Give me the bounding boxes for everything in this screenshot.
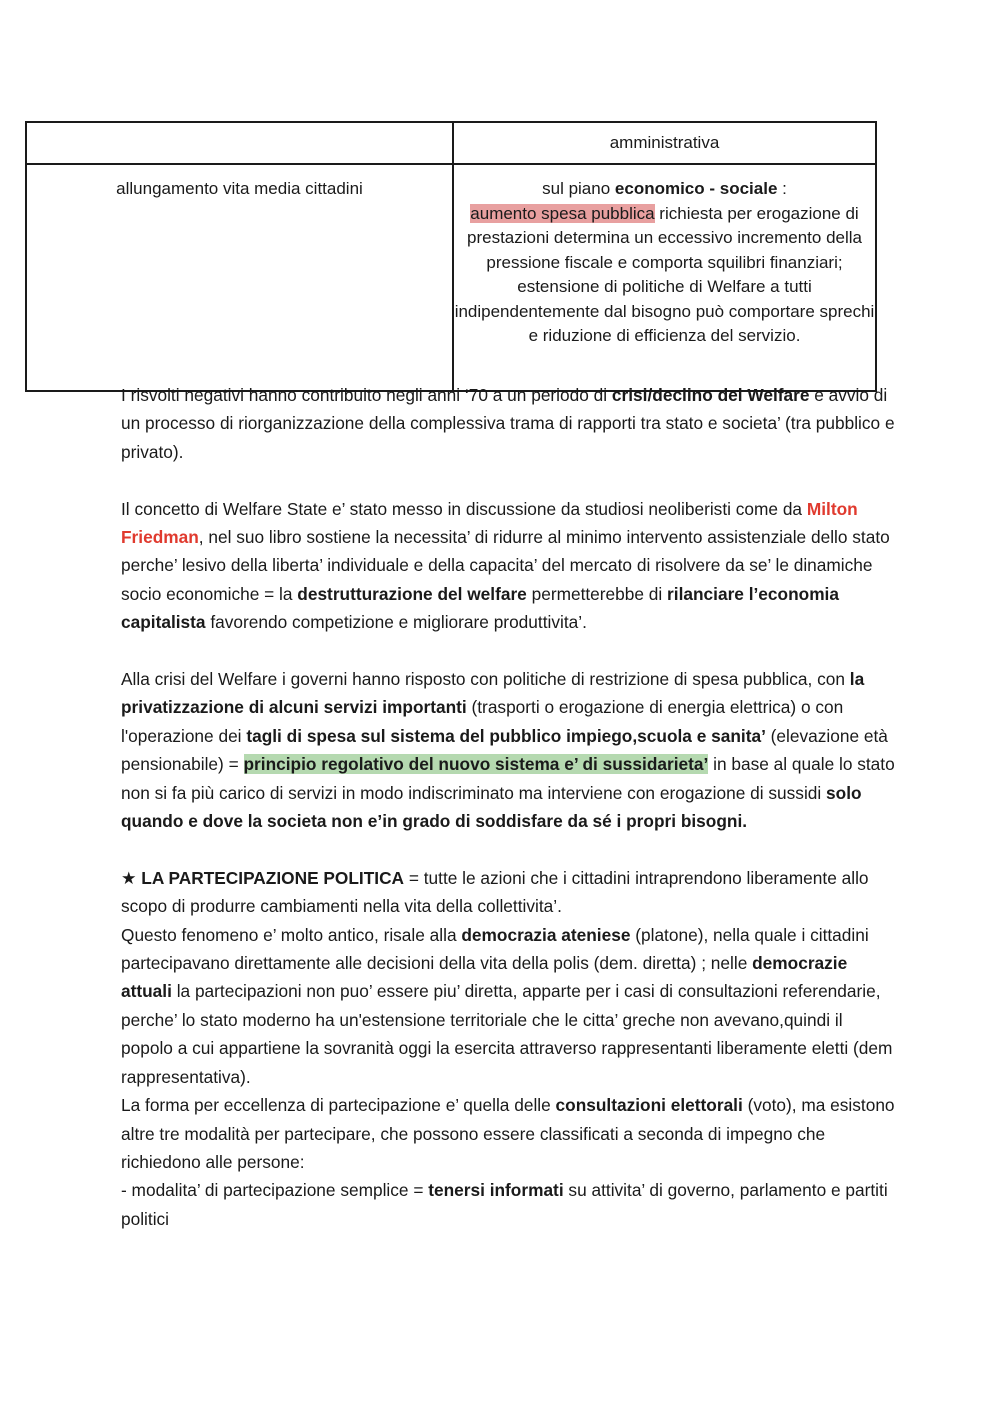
bold-text: consultazioni elettorali <box>555 1095 743 1116</box>
text: - modalita’ di partecipazione semplice = <box>121 1180 429 1201</box>
text: la partecipazioni non puo’ essere piu’ diretta, apparte per i casi di consultazioni referendarie, perche’ lo stato moderno ha un'estensione territoriale che le citta’ greche non avevano,quindi il popolo a cui appartiene la sovranità oggi la esercita attraverso rappresentanti liberamente eletti (dem rappresentativa). <box>121 981 893 1087</box>
bold-text: solo quando e dove la societa non e’in grado di soddisfare da sé i propri bisogni. <box>121 782 862 832</box>
text: , nel suo libro sostiene la necessita’ di ridurre al minimo intervento assistenziale dello stato perche’ lesivo della liberta’ individuale e della capacita’ del mercato di risolvere da se’ le dinamiche socio economiche = la <box>121 527 890 604</box>
text: (platone), nella quale i cittadini partecipavano direttamente alle decisioni della vita della polis (dem. diretta) ; nelle <box>121 924 869 974</box>
table-cell-right <box>453 164 876 391</box>
comparison-table <box>25 121 877 392</box>
text: su attivita’ di governo, parlamento e partiti politici <box>121 1180 888 1229</box>
bold-text: tagli di spesa sul sistema del pubblico impiego,scuola e sanita’ <box>246 725 766 746</box>
text: La forma per eccellenza di partecipazione e’ quella delle <box>121 1095 556 1116</box>
table-row <box>26 164 876 391</box>
section-heading: LA PARTECIPAZIONE POLITICA <box>136 867 405 888</box>
text: in base al quale lo stato non si fa più carico di servizi in modo indiscriminato ma interviene con erogazione di sussidi <box>121 754 895 803</box>
text: = tutte le azioni che i cittadini intraprendono liberamente allo scopo di produrre cambiamenti nella vita della collettivita’. <box>121 867 869 917</box>
text: (trasporti o erogazione di energia elettrica) o con l'operazione dei <box>121 697 844 746</box>
author-name: Milton Friedman <box>121 498 858 548</box>
paragraph <box>121 921 896 1091</box>
table-cell-left: allungamento vita media cittadini <box>26 164 453 391</box>
text: favorendo competizione e migliorare produttivita’. <box>205 612 587 633</box>
text: (voto), ma esistono altre tre modalità per partecipare, che possono essere classificati a seconda di impegno che richiedono alle persone: <box>121 1095 895 1172</box>
cell-text: estensione di politiche di Welfare a tutti indipendentemente dal bisogno può comportare sprechi e riduzione di efficienza del servizio. <box>454 277 875 345</box>
cell-text: richiesta per erogazione di prestazioni determina un eccessivo incremento della pressione fiscale e comporta squilibri finanziari; <box>467 203 862 272</box>
table-cell-right: amministrativa <box>453 122 876 164</box>
text: Il concetto di Welfare State e’ stato messo in discussione da studiosi neoliberisti come da <box>121 498 807 519</box>
bold-text: crisi/declino del Welfare <box>611 385 810 405</box>
document-body <box>121 381 896 1233</box>
text: Questo fenomeno e’ molto antico, risale alla <box>121 924 462 945</box>
table-row <box>26 122 876 164</box>
paragraph <box>121 1091 896 1176</box>
text: e avvio di un processo di riorganizzazione della complessiva trama di rapporti tra stato e societa’ (tra pubblico e privato). <box>121 385 895 462</box>
cell-text: sul piano <box>542 179 615 198</box>
paragraph <box>121 381 896 466</box>
text: Alla crisi del Welfare i governi hanno risposto con politiche di restrizione di spesa pubblica, con <box>121 669 850 690</box>
bold-text: destrutturazione del welfare <box>297 583 527 604</box>
paragraph <box>121 665 896 835</box>
cell-bold-text: economico - sociale <box>614 179 778 198</box>
paragraph <box>121 864 896 921</box>
table-cell-left <box>26 122 453 164</box>
highlighted-text: aumento spesa pubblica <box>470 203 655 223</box>
bold-text: rilanciare l’economia capitalista <box>121 583 839 633</box>
bold-text: democrazie attuali <box>121 953 848 1002</box>
bold-text: tenersi informati <box>428 1180 564 1201</box>
text: permetterebbe di <box>526 583 668 604</box>
paragraph <box>121 495 896 637</box>
cell-text: : <box>777 179 787 198</box>
paragraph <box>121 1176 896 1233</box>
highlighted-text: principio regolativo del nuovo sistema e’ di sussidarieta’ <box>243 754 709 775</box>
text: (elevazione età pensionabile) = <box>121 725 888 775</box>
bold-text: democrazia ateniese <box>461 924 631 945</box>
star-icon: ★ <box>121 867 137 888</box>
text: I risvolti negativi hanno contribuito negli anni ‘70 a un periodo di <box>121 385 612 405</box>
bold-text: la privatizzazione di alcuni servizi importanti <box>121 669 865 718</box>
